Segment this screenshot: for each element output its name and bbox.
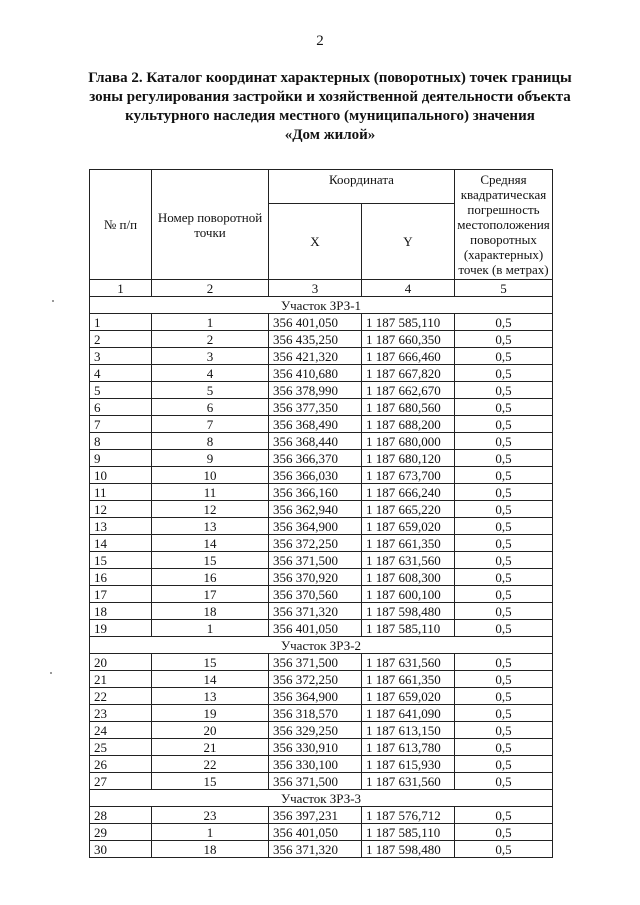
point-number-cell: 13: [152, 518, 269, 535]
y-coordinate-cell: 1 187 666,240: [362, 484, 455, 501]
table-body: [90, 297, 553, 858]
table-row: [90, 501, 553, 518]
error-cell: 0,5: [455, 314, 553, 331]
x-coordinate-cell: 356 366,160: [269, 484, 362, 501]
table-row: [90, 450, 553, 467]
error-cell: 0,5: [455, 722, 553, 739]
row-number-cell: 26: [90, 756, 152, 773]
point-number-cell: 17: [152, 586, 269, 603]
table-row: [90, 331, 553, 348]
table-row: [90, 518, 553, 535]
point-number-cell: 1: [152, 824, 269, 841]
table-row: [90, 484, 553, 501]
row-number-cell: 23: [90, 705, 152, 722]
row-number-cell: 25: [90, 739, 152, 756]
point-number-cell: 13: [152, 688, 269, 705]
error-cell: 0,5: [455, 416, 553, 433]
y-coordinate-cell: 1 187 631,560: [362, 654, 455, 671]
row-number-cell: 7: [90, 416, 152, 433]
point-number-cell: 15: [152, 773, 269, 790]
x-coordinate-cell: 356 371,320: [269, 841, 362, 858]
error-cell: 0,5: [455, 399, 553, 416]
error-cell: 0,5: [455, 671, 553, 688]
title-line-3: культурного наследия местного (муниципального) значения: [125, 108, 535, 124]
scan-dot: [50, 672, 52, 674]
point-number-cell: 15: [152, 654, 269, 671]
error-cell: 0,5: [455, 688, 553, 705]
table-row: [90, 688, 553, 705]
table-row: [90, 569, 553, 586]
y-coordinate-cell: 1 187 598,480: [362, 603, 455, 620]
y-coordinate-cell: 1 187 673,700: [362, 467, 455, 484]
row-number-cell: 16: [90, 569, 152, 586]
row-number-cell: 10: [90, 467, 152, 484]
y-coordinate-cell: 1 187 659,020: [362, 688, 455, 705]
column-number: 3: [269, 280, 362, 297]
table-row: [90, 399, 553, 416]
x-coordinate-cell: 356 330,910: [269, 739, 362, 756]
error-cell: 0,5: [455, 586, 553, 603]
table-row: [90, 314, 553, 331]
point-number-cell: 4: [152, 365, 269, 382]
row-number-cell: 28: [90, 807, 152, 824]
table-row: [90, 348, 553, 365]
point-number-cell: 1: [152, 620, 269, 637]
point-number-cell: 2: [152, 331, 269, 348]
x-coordinate-cell: 356 372,250: [269, 535, 362, 552]
x-coordinate-cell: 356 371,500: [269, 552, 362, 569]
header-row-number: № п/п: [90, 170, 152, 280]
error-cell: 0,5: [455, 739, 553, 756]
row-number-cell: 8: [90, 433, 152, 450]
row-number-cell: 20: [90, 654, 152, 671]
row-number-cell: 1: [90, 314, 152, 331]
header-y: Y: [362, 203, 455, 279]
point-number-cell: 19: [152, 705, 269, 722]
error-cell: 0,5: [455, 365, 553, 382]
row-number-cell: 2: [90, 331, 152, 348]
table-row: [90, 416, 553, 433]
y-coordinate-cell: 1 187 613,150: [362, 722, 455, 739]
error-cell: 0,5: [455, 331, 553, 348]
table-row: [90, 739, 553, 756]
point-number-cell: 18: [152, 603, 269, 620]
column-number: 5: [455, 280, 553, 297]
y-coordinate-cell: 1 187 667,820: [362, 365, 455, 382]
x-coordinate-cell: 356 372,250: [269, 671, 362, 688]
section-title: Участок ЗРЗ-1: [90, 297, 553, 314]
x-coordinate-cell: 356 371,500: [269, 773, 362, 790]
table-row: [90, 365, 553, 382]
table-row: [90, 552, 553, 569]
row-number-cell: 3: [90, 348, 152, 365]
row-number-cell: 30: [90, 841, 152, 858]
y-coordinate-cell: 1 187 661,350: [362, 535, 455, 552]
table-row: [90, 586, 553, 603]
y-coordinate-cell: 1 187 631,560: [362, 773, 455, 790]
x-coordinate-cell: 356 410,680: [269, 365, 362, 382]
error-cell: 0,5: [455, 501, 553, 518]
section-title: Участок ЗРЗ-2: [90, 637, 553, 654]
point-number-cell: 18: [152, 841, 269, 858]
error-cell: 0,5: [455, 841, 553, 858]
point-number-cell: 7: [152, 416, 269, 433]
point-number-cell: 15: [152, 552, 269, 569]
y-coordinate-cell: 1 187 576,712: [362, 807, 455, 824]
row-number-cell: 22: [90, 688, 152, 705]
y-coordinate-cell: 1 187 585,110: [362, 824, 455, 841]
row-number-cell: 29: [90, 824, 152, 841]
y-coordinate-cell: 1 187 585,110: [362, 620, 455, 637]
x-coordinate-cell: 356 370,560: [269, 586, 362, 603]
x-coordinate-cell: 356 397,231: [269, 807, 362, 824]
y-coordinate-cell: 1 187 680,120: [362, 450, 455, 467]
error-cell: 0,5: [455, 756, 553, 773]
error-cell: 0,5: [455, 382, 553, 399]
row-number-cell: 9: [90, 450, 152, 467]
x-coordinate-cell: 356 330,100: [269, 756, 362, 773]
point-number-cell: 6: [152, 399, 269, 416]
x-coordinate-cell: 356 371,500: [269, 654, 362, 671]
point-number-cell: 16: [152, 569, 269, 586]
error-cell: 0,5: [455, 518, 553, 535]
table-row: [90, 654, 553, 671]
error-cell: 0,5: [455, 552, 553, 569]
y-coordinate-cell: 1 187 598,480: [362, 841, 455, 858]
x-coordinate-cell: 356 368,490: [269, 416, 362, 433]
table-row: [90, 671, 553, 688]
point-number-cell: 14: [152, 535, 269, 552]
x-coordinate-cell: 356 377,350: [269, 399, 362, 416]
header-error: Средняя квадратическая погрешность местоположения поворотных (характерных) точек (в метрах): [455, 170, 553, 280]
y-coordinate-cell: 1 187 608,300: [362, 569, 455, 586]
y-coordinate-cell: 1 187 631,560: [362, 552, 455, 569]
table-row: [90, 807, 553, 824]
row-number-cell: 14: [90, 535, 152, 552]
x-coordinate-cell: 356 318,570: [269, 705, 362, 722]
x-coordinate-cell: 356 368,440: [269, 433, 362, 450]
table-row: [90, 382, 553, 399]
y-coordinate-cell: 1 187 659,020: [362, 518, 455, 535]
error-cell: 0,5: [455, 705, 553, 722]
row-number-cell: 27: [90, 773, 152, 790]
row-number-cell: 18: [90, 603, 152, 620]
row-number-cell: 12: [90, 501, 152, 518]
title-line-2: зоны регулирования застройки и хозяйственной деятельности объекта: [89, 89, 571, 105]
point-number-cell: 14: [152, 671, 269, 688]
y-coordinate-cell: 1 187 665,220: [362, 501, 455, 518]
point-number-cell: 9: [152, 450, 269, 467]
point-number-cell: 3: [152, 348, 269, 365]
row-number-cell: 17: [90, 586, 152, 603]
row-number-cell: 11: [90, 484, 152, 501]
row-number-cell: 4: [90, 365, 152, 382]
point-number-cell: 20: [152, 722, 269, 739]
x-coordinate-cell: 356 435,250: [269, 331, 362, 348]
x-coordinate-cell: 356 366,030: [269, 467, 362, 484]
coordinates-table: [89, 169, 553, 858]
title-line-4: «Дом жилой»: [284, 127, 376, 143]
column-number: 1: [90, 280, 152, 297]
y-coordinate-cell: 1 187 613,780: [362, 739, 455, 756]
point-number-cell: 5: [152, 382, 269, 399]
x-coordinate-cell: 356 378,990: [269, 382, 362, 399]
point-number-cell: 1: [152, 314, 269, 331]
table-row: [90, 722, 553, 739]
column-number: 4: [362, 280, 455, 297]
error-cell: 0,5: [455, 654, 553, 671]
x-coordinate-cell: 356 366,370: [269, 450, 362, 467]
point-number-cell: 11: [152, 484, 269, 501]
x-coordinate-cell: 356 421,320: [269, 348, 362, 365]
error-cell: 0,5: [455, 824, 553, 841]
error-cell: 0,5: [455, 620, 553, 637]
x-coordinate-cell: 356 329,250: [269, 722, 362, 739]
x-coordinate-cell: 356 362,940: [269, 501, 362, 518]
y-coordinate-cell: 1 187 680,000: [362, 433, 455, 450]
row-number-cell: 5: [90, 382, 152, 399]
page-title: [60, 69, 600, 145]
page-number: 2: [316, 33, 324, 49]
y-coordinate-cell: 1 187 666,460: [362, 348, 455, 365]
point-number-cell: 12: [152, 501, 269, 518]
error-cell: 0,5: [455, 467, 553, 484]
header-x: X: [269, 203, 362, 279]
error-cell: 0,5: [455, 773, 553, 790]
x-coordinate-cell: 356 364,900: [269, 688, 362, 705]
row-number-cell: 13: [90, 518, 152, 535]
point-number-cell: 21: [152, 739, 269, 756]
error-cell: 0,5: [455, 603, 553, 620]
y-coordinate-cell: 1 187 680,560: [362, 399, 455, 416]
row-number-cell: 24: [90, 722, 152, 739]
y-coordinate-cell: 1 187 641,090: [362, 705, 455, 722]
table-row: [90, 535, 553, 552]
y-coordinate-cell: 1 187 660,350: [362, 331, 455, 348]
y-coordinate-cell: 1 187 661,350: [362, 671, 455, 688]
header-point-number: Номер поворотной точки: [152, 170, 269, 280]
x-coordinate-cell: 356 401,050: [269, 314, 362, 331]
x-coordinate-cell: 356 370,920: [269, 569, 362, 586]
table-row: [90, 756, 553, 773]
table-row: [90, 841, 553, 858]
section-row: [90, 297, 553, 314]
row-number-cell: 15: [90, 552, 152, 569]
table-row: [90, 824, 553, 841]
y-coordinate-cell: 1 187 688,200: [362, 416, 455, 433]
y-coordinate-cell: 1 187 662,670: [362, 382, 455, 399]
table-row: [90, 603, 553, 620]
error-cell: 0,5: [455, 484, 553, 501]
table-row: [90, 705, 553, 722]
section-row: [90, 637, 553, 654]
title-line-1: Глава 2. Каталог координат характерных (поворотных) точек границы: [88, 70, 572, 86]
point-number-cell: 23: [152, 807, 269, 824]
error-cell: 0,5: [455, 433, 553, 450]
error-cell: 0,5: [455, 807, 553, 824]
point-number-cell: 10: [152, 467, 269, 484]
row-number-cell: 21: [90, 671, 152, 688]
x-coordinate-cell: 356 401,050: [269, 824, 362, 841]
row-number-cell: 19: [90, 620, 152, 637]
scan-dot: [52, 300, 54, 302]
section-row: [90, 790, 553, 807]
y-coordinate-cell: 1 187 600,100: [362, 586, 455, 603]
table-row: [90, 620, 553, 637]
point-number-cell: 22: [152, 756, 269, 773]
table-row: [90, 467, 553, 484]
error-cell: 0,5: [455, 535, 553, 552]
column-numbers-row: [90, 280, 553, 297]
y-coordinate-cell: 1 187 615,930: [362, 756, 455, 773]
header-coordinate: Координата: [269, 170, 455, 204]
point-number-cell: 8: [152, 433, 269, 450]
x-coordinate-cell: 356 364,900: [269, 518, 362, 535]
y-coordinate-cell: 1 187 585,110: [362, 314, 455, 331]
table-row: [90, 433, 553, 450]
section-title: Участок ЗРЗ-3: [90, 790, 553, 807]
error-cell: 0,5: [455, 348, 553, 365]
row-number-cell: 6: [90, 399, 152, 416]
x-coordinate-cell: 356 401,050: [269, 620, 362, 637]
error-cell: 0,5: [455, 450, 553, 467]
table-row: [90, 773, 553, 790]
x-coordinate-cell: 356 371,320: [269, 603, 362, 620]
column-number: 2: [152, 280, 269, 297]
error-cell: 0,5: [455, 569, 553, 586]
